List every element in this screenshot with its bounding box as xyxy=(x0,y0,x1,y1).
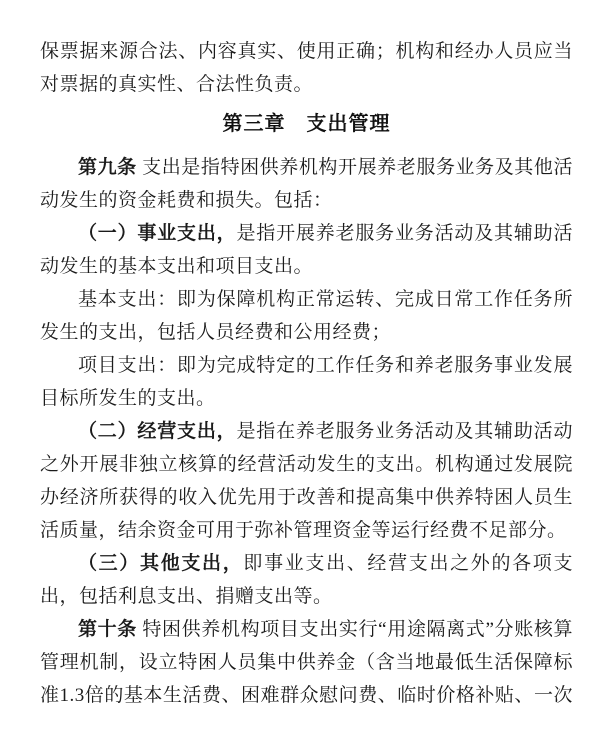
article-9-text: 支出是指特困供养机构开展养老服务业务及其他活动发生的资金耗费和损失。包括： xyxy=(40,157,573,211)
article-10-label: 第十条 xyxy=(78,619,137,640)
paragraph-article-10 xyxy=(40,613,573,712)
paragraph-intro-continuation: 保票据来源合法、内容真实、使用正确；机构和经办人员应当对票据的真实性、合法性负责。 xyxy=(40,41,573,95)
paragraph-basic-expense: 基本支出：即为保障机构正常运转、完成日常工作任务所发生的支出，包括人员经费和公用经费； xyxy=(40,289,573,343)
chapter-heading: 第三章 支出管理 xyxy=(222,113,391,135)
article-9-label: 第九条 xyxy=(78,157,137,178)
paragraph-item-3 xyxy=(40,547,573,613)
item-2-text: 是指在养老服务业务活动及其辅助活动之外开展非独立核算的经营活动发生的支出。机构通过发展院办经济所获得的收入优先用于改善和提高集中供养特困人员生活质量，结余资金可用于弥补管理资金等运行经费不足部分。 xyxy=(40,421,573,541)
article-10-text: 特困供养机构项目支出实行“用途隔离式”分账核算管理机制，设立特困人员集中供养金（含当地最低生活保障标准1.3倍的基本生活费、困难群众慰问费、临时价格补贴、一次 xyxy=(40,619,573,706)
paragraph-item-2 xyxy=(40,415,573,547)
item-1-text: 是指开展养老服务业务活动及其辅助活动发生的基本支出和项目支出。 xyxy=(40,223,573,277)
item-3-label: （三）其他支出， xyxy=(78,553,244,574)
item-3-text: 即事业支出、经营支出之外的各项支出，包括利息支出、捐赠支出等。 xyxy=(40,553,573,607)
item-1-label: （一）事业支出， xyxy=(78,223,237,244)
paragraph-item-1 xyxy=(40,217,573,283)
item-2-label: （二）经营支出， xyxy=(78,421,237,442)
paragraph-article-9 xyxy=(40,151,573,217)
paragraph-project-expense: 项目支出：即为完成特定的工作任务和养老服务事业发展目标所发生的支出。 xyxy=(40,355,573,409)
